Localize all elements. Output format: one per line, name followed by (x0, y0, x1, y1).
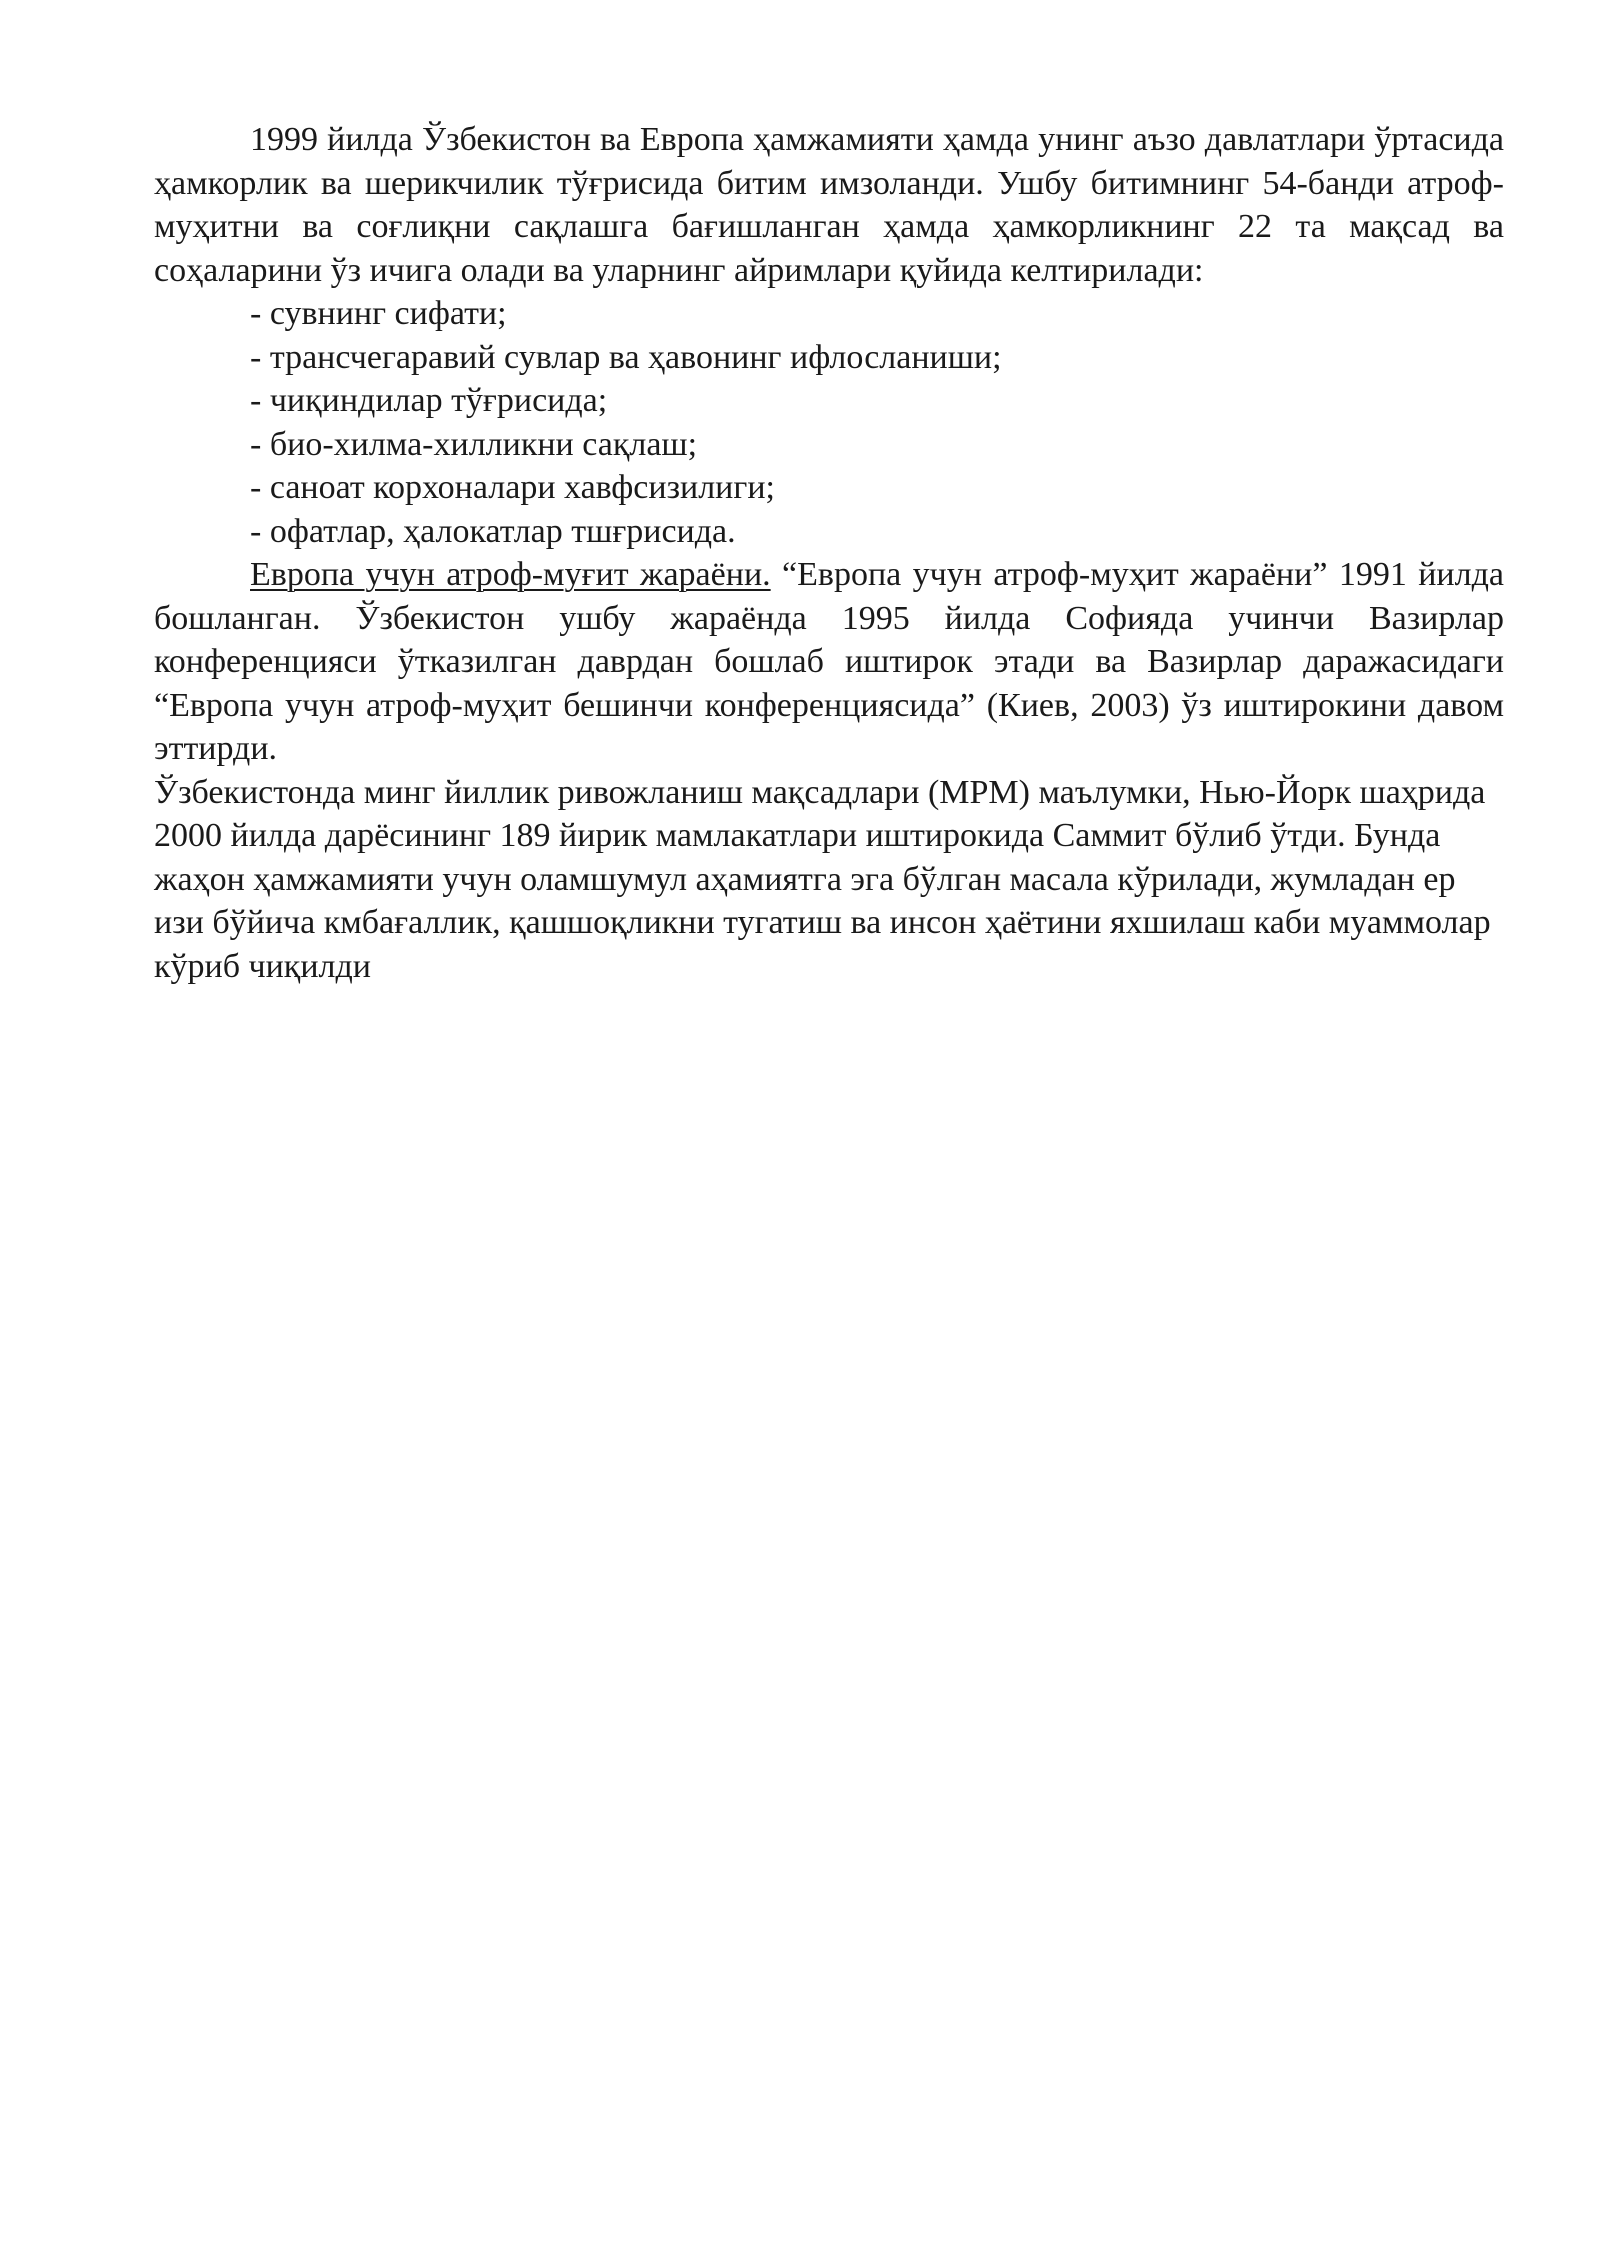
list-item: - саноат корхоналари хавфсизилиги; (250, 469, 775, 506)
list-item: - сувнинг сифати; (250, 295, 507, 332)
document-page (154, 118, 1504, 988)
section-heading-underlined: Европа учун атроф-муғит жараёни. (250, 556, 771, 593)
paragraph-mdg: Ўзбекистонда минг йиллик ривожланиш мақсадлари (МРМ) маълумки, Нью-Йорк шаҳрида 2000 йилда дарёсининг 189 йирик мамлакатлари иштирокида Саммит бўлиб ўтди. Бунда жаҳон ҳамжамияти учун оламшумул аҳамиятга эга бўлган масала кўрилади, жумладан ер изи бўйича кмбағаллик, қашшоқликни тугатиш ва инсон ҳаётини яхшилаш каби муаммолар кўриб чиқилди (154, 773, 1491, 985)
paragraph-europe-process-body: “Европа учун атроф-муҳит жараёни” 1991 йилда бошланган. Ўзбекистон ушбу жараёнда 1995 йилда Софияда учинчи Вазирлар конференцияси ўтказилган даврдан бошлаб иштирок этади ва Вазирлар даражасидаги “Европа учун атроф-муҳит бешинчи конференциясида” (Киев, 2003) ўз иштирокини давом эттирди. (154, 556, 1504, 767)
paragraph-europe-process (154, 553, 1504, 771)
list-item: - чиқиндилар тўғрисида; (250, 382, 608, 419)
paragraph-agreement: 1999 йилда Ўзбекистон ва Европа ҳамжамияти ҳамда унинг аъзо давлатлари ўртасида ҳамкорлик ва шерикчилик тўғрисида битим имзоланди. Ушбу битимнинг 54-банди атроф-муҳитни ва соғлиқни сақлашга бағишланган ҳамда ҳамкорликнинг 22 та мақсад ва соҳаларини ўз ичига олади ва уларнинг айримлари қуйида келтирилади: (154, 121, 1504, 289)
list-item: - офатлар, ҳалокатлар тшғрисида. (250, 512, 736, 550)
list-item: - трансчегаравий сувлар ва ҳавонинг ифлосланиши; (250, 338, 1002, 376)
list-item: - био-хилма-хилликни сақлаш; (250, 425, 698, 463)
cooperation-areas-list (154, 292, 1504, 553)
